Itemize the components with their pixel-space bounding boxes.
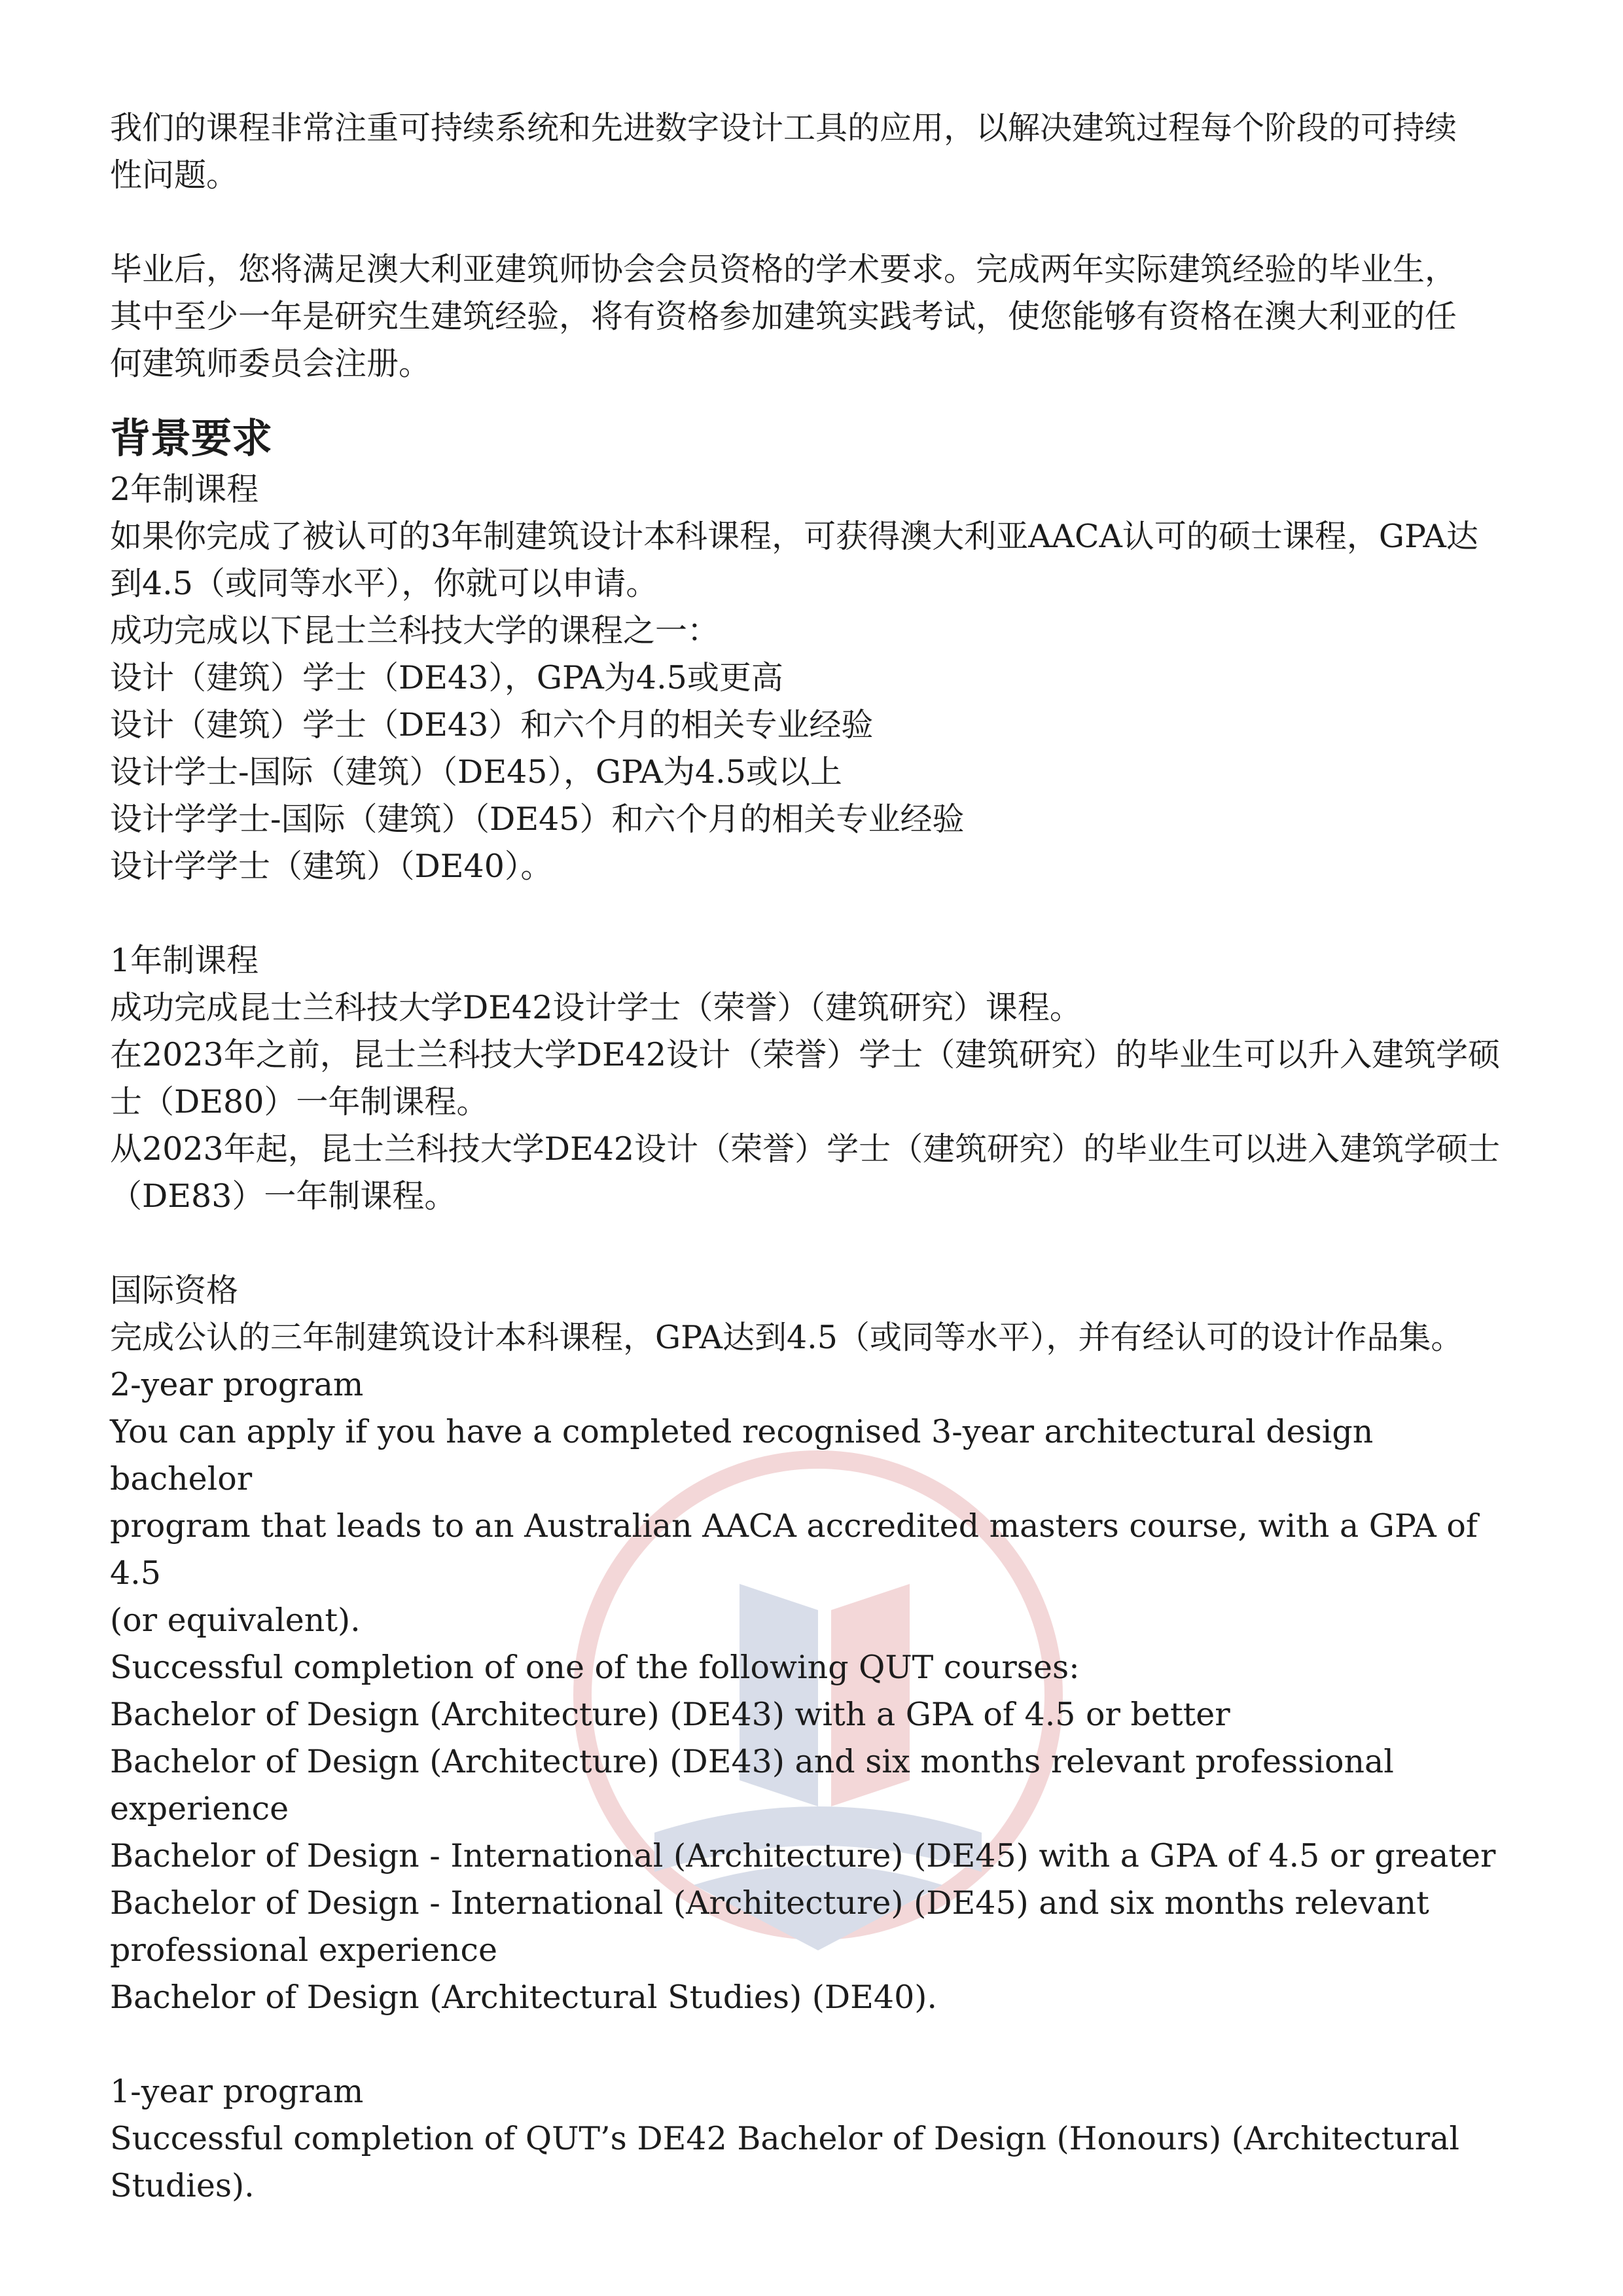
cn-1year-section: [110, 937, 1517, 1220]
text-line: 在2023年之前，昆士兰科技大学DE42设计（荣誉）学士（建筑研究）的毕业生可以升入建筑学硕: [110, 1036, 1501, 1073]
en-1year-section: [110, 2068, 1517, 2210]
document-body: [110, 105, 1517, 2210]
text-line: 如果你完成了被认可的3年制建筑设计本科课程，可获得澳大利亚AACA认可的硕士课程，GPA达: [110, 518, 1478, 555]
list-item: 设计学学士（建筑）（DE40）。: [110, 848, 553, 885]
list-item: professional experience: [110, 1931, 497, 1969]
en-2year-section: [110, 1361, 1517, 2021]
text-line: （DE83）一年制课程。: [110, 1177, 457, 1215]
text-line: (or equivalent).: [110, 1602, 361, 1639]
text-line: 成功完成昆士兰科技大学DE42设计学士（荣誉）（建筑研究）课程。: [110, 989, 1082, 1026]
text-line: 毕业后，您将满足澳大利亚建筑师协会会员资格的学术要求。完成两年实际建筑经验的毕业生，: [110, 251, 1457, 288]
text-line: 性问题。: [110, 156, 239, 194]
cn-2year-section: [110, 466, 1517, 890]
cn-international-section: [110, 1267, 1517, 1361]
subsection-title: 国际资格: [110, 1272, 239, 1309]
list-item: Bachelor of Design - International (Architecture) (DE45) with a GPA of 4.5 or greater: [110, 1837, 1496, 1874]
text-line: 我们的课程非常注重可持续系统和先进数字设计工具的应用，以解决建筑过程每个阶段的可持续: [110, 109, 1457, 147]
list-item: Bachelor of Design - International (Architecture) (DE45) and six months relevant: [110, 1884, 1429, 1922]
list-item: Bachelor of Design (Architecture) (DE43) and six months relevant professional: [110, 1743, 1394, 1780]
text-line: 何建筑师委员会注册。: [110, 345, 431, 382]
subsection-title: 2-year program: [110, 1366, 364, 1403]
list-item: 设计学士-国际（建筑）（DE45），GPA为4.5或以上: [110, 753, 842, 791]
intro-paragraph: [110, 105, 1517, 199]
graduation-paragraph: [110, 246, 1517, 387]
subsection-title: 2年制课程: [110, 471, 259, 508]
text-line: 其中至少一年是研究生建筑经验，将有资格参加建筑实践考试，使您能够有资格在澳大利亚的任: [110, 298, 1457, 335]
list-item: Bachelor of Design (Architecture) (DE43) with a GPA of 4.5 or better: [110, 1696, 1230, 1733]
list-item: 设计学学士-国际（建筑）（DE45）和六个月的相关专业经验: [110, 800, 965, 838]
subsection-title: 1-year program: [110, 2073, 364, 2110]
text-line: 士（DE80）一年制课程。: [110, 1083, 489, 1121]
text-line: Successful completion of QUT’s DE42 Bachelor of Design (Honours) (Architectural: [110, 2120, 1460, 2157]
text-line: program that leads to an Australian AACA accredited masters course, with a GPA of 4.5: [110, 1507, 1488, 1592]
subsection-title: 1年制课程: [110, 942, 259, 979]
section-heading: 背景要求: [110, 414, 273, 462]
text-line: 完成公认的三年制建筑设计本科课程，GPA达到4.5（或同等水平），并有经认可的设计作品集。: [110, 1319, 1463, 1356]
text-line: Studies).: [110, 2167, 255, 2204]
text-line: 从2023年起，昆士兰科技大学DE42设计（荣誉）学士（建筑研究）的毕业生可以进入建筑学硕士: [110, 1130, 1501, 1168]
text-line: 成功完成以下昆士兰科技大学的课程之一：: [110, 612, 720, 649]
text-line: Successful completion of one of the following QUT courses:: [110, 1649, 1080, 1686]
text-line: 到4.5（或同等水平），你就可以申请。: [110, 565, 658, 602]
list-item: Bachelor of Design (Architectural Studies) (DE40).: [110, 1979, 937, 2016]
text-line: You can apply if you have a completed recognised 3-year architectural design bachelor: [110, 1413, 1383, 1498]
list-item: 设计（建筑）学士（DE43）和六个月的相关专业经验: [110, 706, 874, 744]
list-item: 设计（建筑）学士（DE43），GPA为4.5或更高: [110, 659, 783, 696]
list-item: experience: [110, 1790, 289, 1827]
